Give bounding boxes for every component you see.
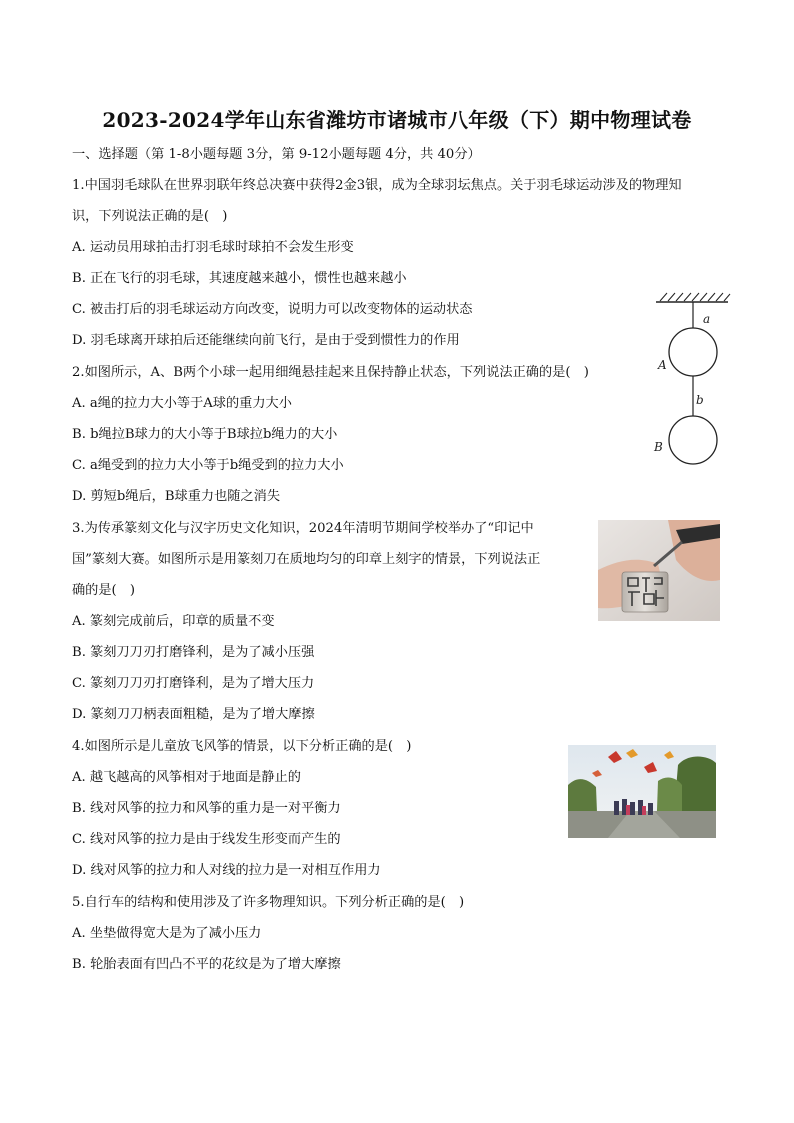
question-4-stem: 4.如图所示是儿童放飞风筝的情景，以下分析正确的是( ) — [72, 739, 412, 754]
question-3-stem-line-3: 确的是( ) — [72, 583, 136, 598]
label-A: A — [658, 358, 667, 372]
question-3-option-b: B. 篆刻刀刀刃打磨锋利，是为了减小压强 — [72, 645, 315, 660]
question-2-option-c: C. a绳受到的拉力大小等于b绳受到的拉力大小 — [72, 458, 344, 473]
question-2-stem: 2.如图所示，A、B两个小球一起用细绳悬挂起来且保持静止状态，下列说法正确的是( ) — [72, 365, 589, 380]
question-2-option-b: B. b绳拉B球力的大小等于B球拉b绳力的大小 — [72, 427, 338, 442]
question-5-option-a: A. 坐垫做得宽大是为了减小压力 — [72, 926, 262, 941]
question-1-stem-line-2: 识，下列说法正确的是( ) — [72, 209, 228, 224]
label-a: a — [703, 312, 711, 326]
kite-flying-photo — [568, 745, 716, 838]
seal-carving-photo — [598, 520, 720, 621]
question-4-option-b: B. 线对风筝的拉力和风筝的重力是一对平衡力 — [72, 801, 341, 816]
question-3-option-d: D. 篆刻刀刀柄表面粗糙，是为了增大摩擦 — [72, 707, 315, 722]
question-2-option-a: A. a绳的拉力大小等于A球的重力大小 — [72, 396, 292, 411]
label-b: b — [696, 393, 704, 407]
question-4-option-a: A. 越飞越高的风筝相对于地面是静止的 — [72, 770, 301, 785]
question-1-option-a: A. 运动员用球拍击打羽毛球时球拍不会发生形变 — [72, 240, 354, 255]
question-5-option-b: B. 轮胎表面有凹凸不平的花纹是为了增大摩擦 — [72, 957, 341, 972]
label-B: B — [654, 440, 663, 454]
hanging-balls-diagram — [648, 288, 738, 474]
question-3-stem-line-1: 3.为传承篆刻文化与汉字历史文化知识，2024年清明节期间学校举办了“印记中 — [72, 521, 534, 536]
question-4-option-d: D. 线对风筝的拉力和人对线的拉力是一对相互作用力 — [72, 863, 381, 878]
question-1-stem-line-1: 1.中国羽毛球队在世界羽联年终总决赛中获得2金3银，成为全球羽坛焦点。关于羽毛球运动涉及的物理知 — [72, 178, 682, 193]
question-4-option-c: C. 线对风筝的拉力是由于线发生形变而产生的 — [72, 832, 341, 847]
question-5-stem: 5.自行车的结构和使用涉及了许多物理知识。下列分析正确的是( ) — [72, 895, 465, 910]
question-1-option-d: D. 羽毛球离开球拍后还能继续向前飞行，是由于受到惯性力的作用 — [72, 333, 460, 348]
question-3-option-c: C. 篆刻刀刀刃打磨锋利，是为了增大压力 — [72, 676, 315, 691]
question-3-option-a: A. 篆刻完成前后，印章的质量不变 — [72, 614, 275, 629]
section-heading: 一、选择题（第 1-8小题每题 3分，第 9-12小题每题 4分，共 40分） — [72, 147, 481, 162]
question-2-option-d: D. 剪短b绳后，B球重力也随之消失 — [72, 489, 281, 504]
question-1-option-c: C. 被击打后的羽毛球运动方向改变，说明力可以改变物体的运动状态 — [72, 302, 473, 317]
question-1-option-b: B. 正在飞行的羽毛球，其速度越来越小，惯性也越来越小 — [72, 271, 407, 286]
page-title: 2023-2024学年山东省潍坊市诸城市八年级（下）期中物理试卷 — [102, 108, 692, 132]
question-3-stem-line-2: 国”篆刻大赛。如图所示是用篆刻刀在质地均匀的印章上刻字的情景，下列说法正 — [72, 552, 541, 567]
